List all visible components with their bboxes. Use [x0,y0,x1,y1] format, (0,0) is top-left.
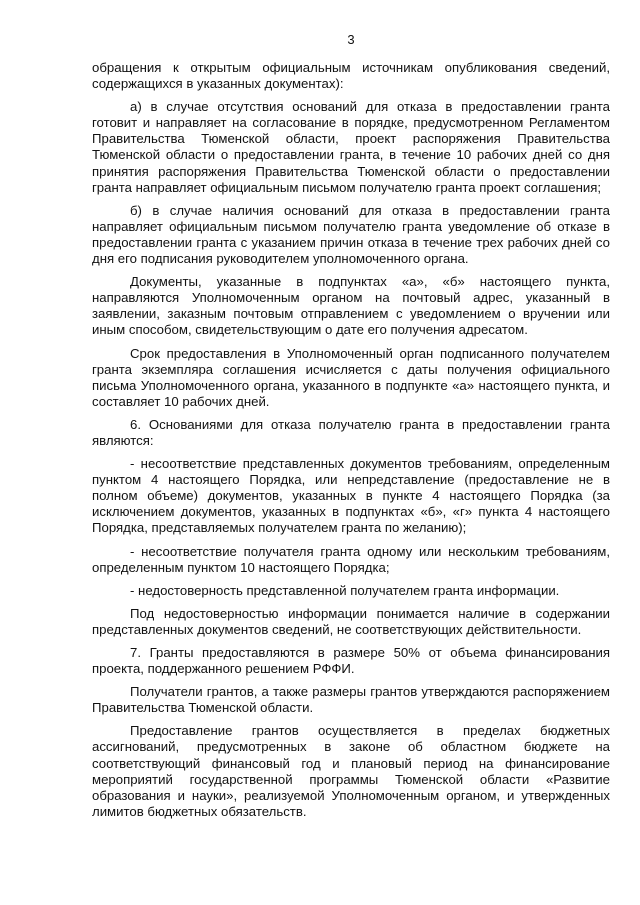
paragraph-grant-recipients: Получатели грантов, а также размеры грантов утверждаются распоряжением Правительства Тюменской области. [92,684,610,716]
paragraph-subitem-b: б) в случае наличия оснований для отказа в предоставлении гранта направляет официальным письмом получателю гранта уведомление об отказе в предоставлении гранта с указанием причин отказа в течение трех рабочих дней со дня его подписания руководителем уполномоченного органа. [92,202,610,267]
paragraph-refusal-reason-2: - несоответствие получателя гранта одному или нескольким требованиям, определенным пунктом 10 настоящего Порядка; [92,543,610,575]
paragraph-item-6: 6. Основаниями для отказа получателю гранта в предоставлении гранта являются: [92,416,610,448]
page-number: 3 [347,32,355,47]
paragraph-continuation: обращения к открытым официальным источникам опубликования сведений, содержащихся в указанных документах): [92,60,610,92]
paragraph-agreement-term: Срок предоставления в Уполномоченный орган подписанного получателем гранта экземпляра соглашения исчисляется с даты получения официального письма Уполномоченного органа, указанного в подпункте «а» настоящего пункта, и составляет 10 рабочих дней. [92,345,610,409]
paragraph-refusal-reason-1: - несоответствие представленных документов требованиям, определенным пунктом 4 настоящего Порядка, или непредставление (предоставление не в полном объеме) документов, указанных в пункте 4 настоящего Порядка (за исключением документов, указанных в подпунктах «б», «г» пункта 4 настоящего Порядка, представляемых получателем гранта по желанию); [92,456,610,536]
paragraph-item-7: 7. Гранты предоставляются в размере 50% от объема финансирования проекта, поддержанного решением РФФИ. [92,645,610,677]
paragraph-unreliability-definition: Под недостоверностью информации понимается наличие в содержании представленных документов сведений, не соответствующих действительности. [92,605,610,637]
document-body [92,60,610,820]
paragraph-subitem-a: а) в случае отсутствия оснований для отказа в предоставлении гранта готовит и направляет на согласование в порядке, предусмотренном Регламентом Правительства Тюменской области, проект распоряжения Правительства Тюменской области о предоставлении гранта, в течение 10 рабочих дней со дня принятия распоряжения Правительства Тюменской области о предоставлении гранта направляет официальным письмом получателю гранта проект соглашения; [92,99,610,195]
paragraph-refusal-reason-3: - недостоверность представленной получателем гранта информации. [130,582,560,598]
paragraph-documents-delivery: Документы, указанные в подпунктах «а», «б» настоящего пункта, направляются Уполномоченным органом на почтовый адрес, указанный в заявлении, заказным почтовым отправлением с уведомлением о вручении или иным способом, свидетельствующим о дате его получения адресатом. [92,274,610,338]
paragraph-budget-limits: Предоставление грантов осуществляется в пределах бюджетных ассигнований, предусмотренных в законе об областном бюджете на соответствующий финансовый год и плановый период на финансирование мероприятий государственной программы Тюменской области «Развитие образования и науки», реализуемой Уполномоченным органом, и утвержденных лимитов бюджетных обязательств. [92,723,610,819]
